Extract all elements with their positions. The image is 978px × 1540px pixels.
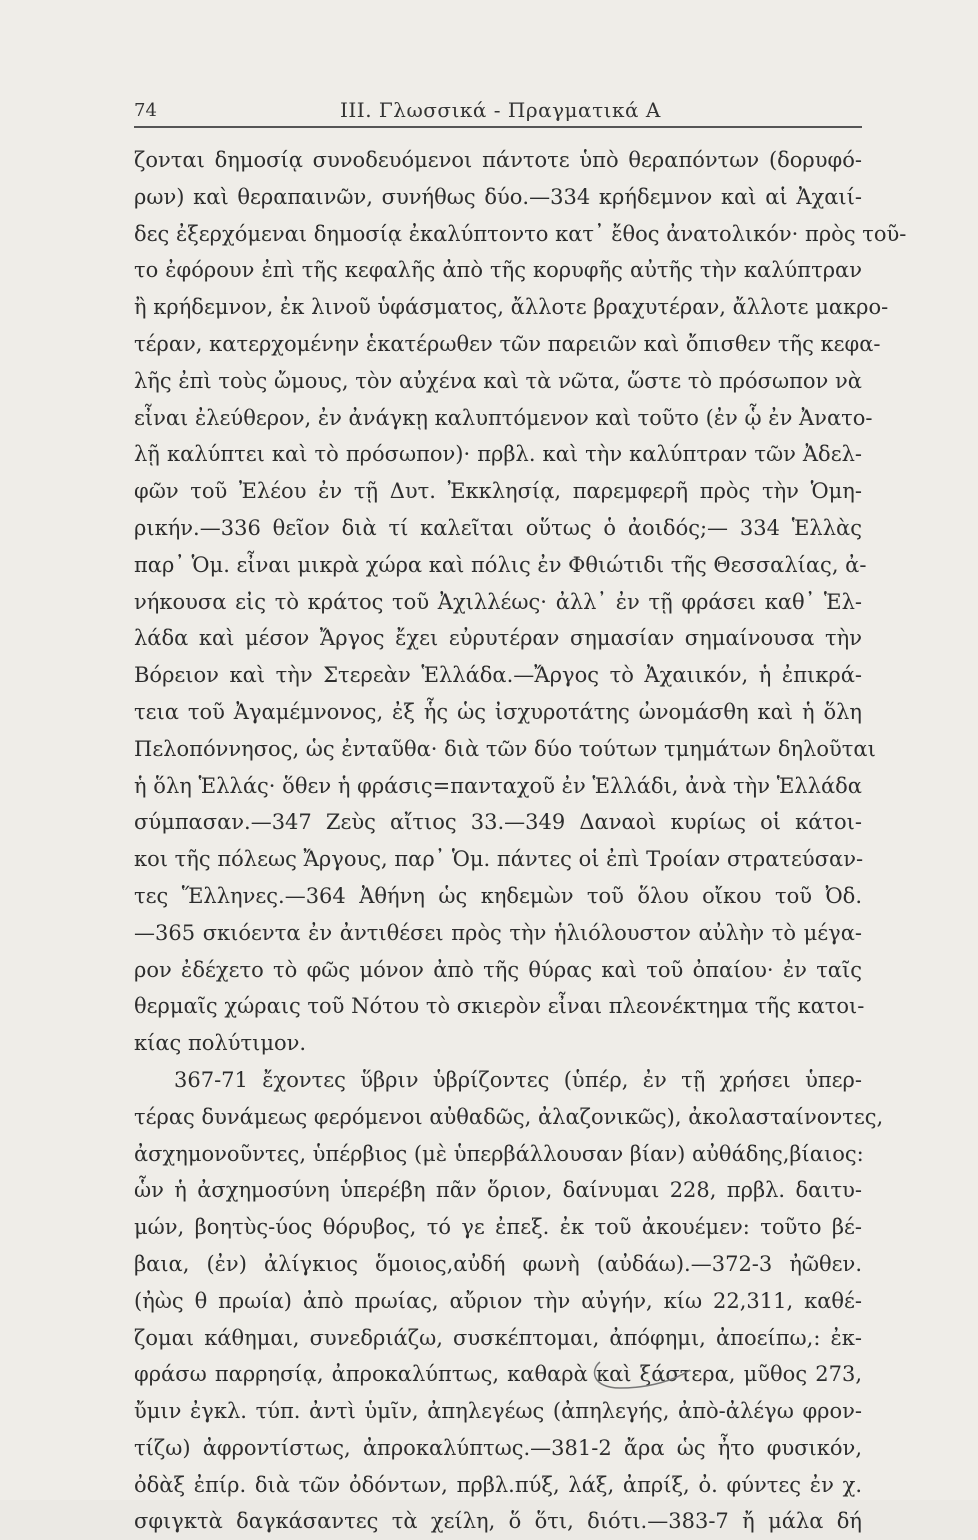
text-line: λάδα καὶ μέσον Ἄργος ἔχει εὐρυτέραν σημασίαν σημαίνουσα τὴν xyxy=(134,626,862,651)
text-line: σφιγκτὰ δαγκάσαντες τὰ χείλη, ὅ ὅτι, διότι.—383-7 ἤ μάλα δή xyxy=(134,1509,862,1534)
text-line: ζονται δημοσίᾳ συνοδευόμενοι πάντοτε ὑπὸ θεραπόντων (δορυφό- xyxy=(134,148,862,172)
text-line: σύμπασαν.—347 Ζεὺς αἴτιος 33.—349 Δαναοὶ κυρίως οἱ κάτοι- xyxy=(134,810,862,835)
text-line: δες ἐξερχόμεναι δημοσίᾳ ἐκαλύπτοντο κατ᾽ ἔθος ἀνατολικόν· πρὸς τοῦ- xyxy=(134,221,907,246)
text-line: εἶναι ἐλεύθερον, ἐν ἀνάγκῃ καλυπτόμενον καὶ τοῦτο (ἐν ᾧ ἐν Ἀνατο- xyxy=(134,405,873,430)
text-line: 367-71 ἔχοντες ὕβριν ὑβρίζοντες (ὑπέρ, ἐν τῇ χρήσει ὑπερ- xyxy=(174,1067,862,1092)
text-line: τεια τοῦ Ἀγαμέμνονος, ἐξ ἧς ὡς ἰσχυροτάτης ὠνομάσθη καὶ ἡ ὅλη xyxy=(134,699,862,724)
text-line: βαια, (ἐν) ἀλίγκιος ὅμοιος,αὐδή φωνὴ (αὐδάω).—372-3 ἠῶθεν. xyxy=(134,1251,862,1276)
text-line: ρων) καὶ θεραπαινῶν, συνήθως δύο.—334 κρήδεμνον καὶ αἱ Ἀχαιί- xyxy=(134,184,862,209)
text-line: τέρας δυνάμεως φερόμενοι αὐθαδῶς, ἀλαζονικῶς), ἀκολασταίνοντες, xyxy=(134,1104,884,1129)
text-line: κοι τῆς πόλεως Ἄργους, παρ᾽ Ὁμ. πάντες οἱ ἐπὶ Τροίαν στρατεύσαν- xyxy=(134,847,864,872)
text-line: ὧν ἡ ἀσχημοσύνη ὑπερέβη πᾶν ὅριον, δαίνυμαι 228, πρβλ. δαιτυ- xyxy=(134,1178,862,1203)
pencil-mark-icon xyxy=(580,1350,700,1400)
text-line: (ἠὼς θ πρωία) ἀπὸ πρωίας, αὔριον τὴν αὐγήν, κίω 22,311, καθέ- xyxy=(134,1288,862,1313)
text-line: ρικήν.—336 θεῖον διὰ τί καλεῖται οὕτως ὁ ἀοιδός;— 334 Ἑλλὰς xyxy=(134,515,862,540)
text-line: ὀδὰξ ἐπίρ. διὰ τῶν ὀδόντων, πρβλ.πύξ, λάξ, ἀπρίξ, ὀ. φύντες ἐν χ. xyxy=(134,1472,862,1497)
text-line: λῆς ἐπὶ τοὺς ὤμους, τὸν αὐχένα καὶ τὰ νῶτα, ὥστε τὸ πρόσωπον νὰ xyxy=(134,368,862,393)
text-line: ἀσχημονοῦντες, ὑπέρβιος (μὲ ὑπερβάλλουσαν βίαν) αὐθάδης,βίαιος: xyxy=(134,1141,864,1166)
text-line: παρ᾽ Ὁμ. εἶναι μικρὰ χώρα καὶ πόλις ἐν Φθιώτιδι τῆς Θεσσαλίας, ἀ- xyxy=(134,552,867,577)
text-line: λῇ καλύπτει καὶ τὸ πρόσωπον)· πρβλ. καὶ τὴν καλύπτραν τῶν Ἀδελ- xyxy=(134,442,862,467)
text-line: τες Ἕλληνες.—364 Ἀθήνη ὡς κηδεμὼν τοῦ ὅλου οἴκου τοῦ Ὀδ. xyxy=(134,883,862,908)
text-line: Βόρειον καὶ τὴν Στερεὰν Ἑλλάδα.—Ἄργος τὸ Ἀχαιικόν, ἡ ἐπικρά- xyxy=(134,663,862,688)
text-line: μών, βοητὺς-ύος θόρυβος, τό γε ἐπεξ. ἐκ τοῦ ἀκουέμεν: τοῦτο βέ- xyxy=(134,1215,862,1240)
header-rule xyxy=(134,126,862,128)
text-line: Πελοπόννησος, ὡς ἐνταῦθα· διὰ τῶν δύο τούτων τμημάτων δηλοῦται xyxy=(134,736,876,761)
text-line: ρον ἐδέχετο τὸ φῶς μόνον ἀπὸ τῆς θύρας καὶ τοῦ ὀπαίου· ἐν ταῖς xyxy=(134,957,862,982)
text-line: ἢ κρήδεμνον, ἐκ λινοῦ ὑφάσματος, ἄλλοτε βραχυτέραν, ἄλλοτε μακρο- xyxy=(134,295,889,320)
text-line: τίζω) ἀφροντίστως, ἀπροκαλύπτως.—381-2 ἄρα ὡς ἦτο φυσικόν, xyxy=(134,1435,862,1460)
text-line: θερμαῖς χώραις τοῦ Νότου τὸ σκιερὸν εἶναι πλεονέκτημα τῆς κατοι- xyxy=(134,994,865,1019)
text-line: φῶν τοῦ Ἐλέου ἐν τῇ Δυτ. Ἐκκλησίᾳ, παρεμφερῆ πρὸς τὴν Ὁμη- xyxy=(134,479,862,504)
text-line: νήκουσα εἰς τὸ κράτος τοῦ Ἀχιλλέως· ἀλλ᾽ ἐν τῇ φράσει καθ᾽ Ἑλ- xyxy=(134,589,862,614)
text-line: φράσω παρρησίᾳ, ἀπροκαλύπτως, καθαρὰ καὶ ξάστερα, μῦθος 273, xyxy=(134,1362,862,1387)
text-line: κίας πολύτιμον. xyxy=(134,1031,307,1056)
text-line: ὔμιν ἐγκλ. τύπ. ἀντὶ ὑμῖν, ἀπηλεγέως (ἀπηλεγής, ἀπὸ-ἀλέγω φρον- xyxy=(134,1399,862,1424)
commentary-text xyxy=(134,142,907,1540)
page-number: 74 xyxy=(134,100,157,121)
running-title: ΙΙΙ. Γλωσσικά - Πραγματικά Α xyxy=(340,98,661,122)
text-line: ζομαι κάθημαι, συνεδριάζω, συσκέπτομαι, ἀπόφημι, ἀποείπω,: ἐκ- xyxy=(134,1325,862,1350)
text-line: ἡ ὅλη Ἑλλάς· ὅθεν ἡ φράσις=πανταχοῦ ἐν Ἑλλάδι, ἀνὰ τὴν Ἑλλάδα xyxy=(134,773,862,798)
text-line: τέραν, κατερχομένην ἑκατέρωθεν τῶν παρειῶν καὶ ὄπισθεν τῆς κεφα- xyxy=(134,331,881,356)
pencil-mark xyxy=(580,1350,700,1400)
text-line: —365 σκιόεντα ἐν ἀντιθέσει πρὸς τὴν ἡλιόλουστον αὐλὴν τὸ μέγα- xyxy=(134,920,862,945)
text-line: το ἐφόρουν ἐπὶ τῆς κεφαλῆς ἀπὸ τῆς κορυφῆς αὐτῆς τὴν καλύπτραν xyxy=(134,258,862,283)
